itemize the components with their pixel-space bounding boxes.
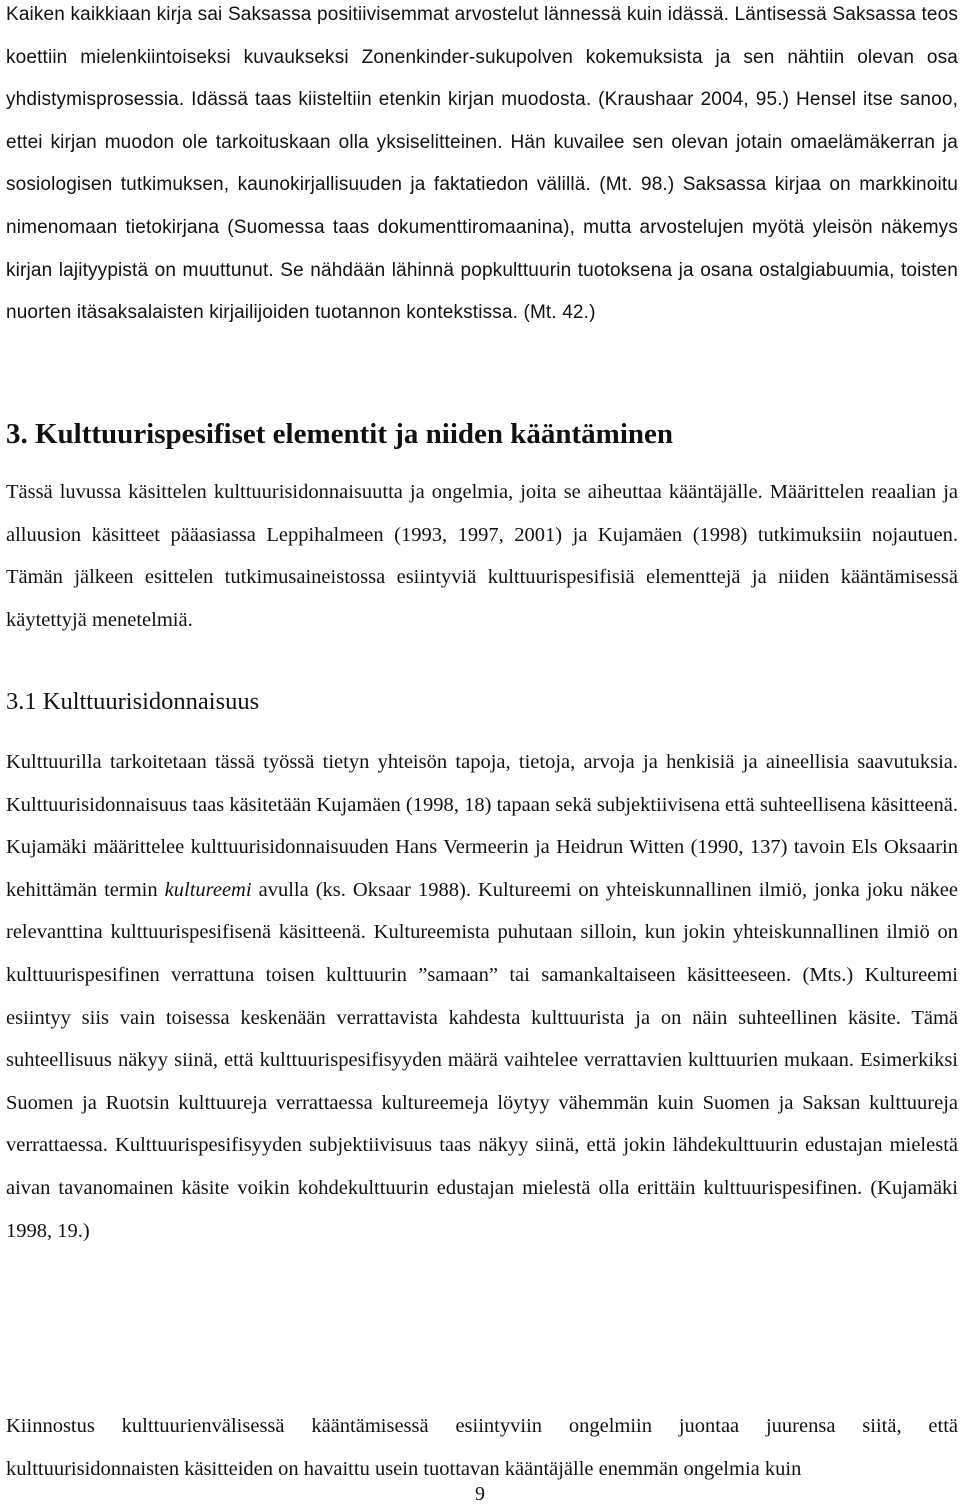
section-3-1-heading: 3.1 Kulttuurisidonnaisuus bbox=[6, 688, 260, 715]
section-3-1-paragraph-part-2: avulla (ks. Oksaar 1988). Kultureemi on yhteiskunnallinen ilmiö, jonka joku näkee relevanttina kulttuurispesifisenä käsitteenä. Kultureemista puhutaan silloin, kun jokin yhteiskunnallinen ilmiö on kulttuurispesifinen verrattuna toisen kulttuurin ”samaan” tai samankaltaiseen käsitteeseen. (Mts.) Kultureemi esiintyy siis vain toisessa keskenään verrattavista kahdesta kulttuurista ja on näin suhteellinen käsite. Tämä suhteellisuus näkyy siinä, että kulttuurispesifisyyden määrä vaihtelee verrattavien kulttuurien mukaan. Esimerkiksi Suomen ja Ruotsin kulttuureja verrattaessa kultureemeja löytyy vähemmän kuin Suomen ja Saksan kulttuureja verrattaessa. Kulttuurispesifisyyden subjektiivisuus taas näkyy siinä, että jokin lähdekulttuurin edustajan mielestä aivan tavanomainen käsite voikin kohdekulttuurin edustajan mielestä olla erittäin kulttuurispesifinen. (Kujamäki 1998, 19.) bbox=[6, 878, 958, 1242]
section-3-heading: 3. Kulttuurispesifiset elementit ja niiden kääntäminen bbox=[6, 418, 674, 450]
term-kultureemi: kultureemi bbox=[164, 878, 252, 901]
document-page bbox=[6, 0, 958, 1509]
section-3-1-paragraph-2: Kiinnostus kulttuurienvälisessä kääntämisessä esiintyviin ongelmiin juontaa juurensa siitä, että kulttuurisidonnaisten käsitteiden on havaittu usein tuottavan kääntäjälle enemmän ongelmia kuin bbox=[6, 1415, 958, 1480]
section-3-1-paragraph bbox=[6, 741, 958, 1252]
page-number: 9 bbox=[475, 1483, 485, 1505]
intro-paragraph: Kaiken kaikkiaan kirja sai Saksassa positiivisemmat arvostelut lännessä kuin idässä. Läntisessä Saksassa teos koettiin mielenkiintoiseksi kuvaukseksi Zonenkinder-sukupolven kokemuksista ja sen nähtiin olevan osa yhdistymisprosessia. Idässä taas kiisteltiin etenkin kirjan muodosta. (Kraushaar 2004, 95.) Hensel itse sanoo, ettei kirjan muodon ole tarkoituskaan olla yksiselitteinen. Hän kuvailee sen olevan jotain omaelämäkerran ja sosiologisen tutkimuksen, kaunokirjallisuuden ja faktatiedon välillä. (Mt. 98.) Saksassa kirjaa on markkinoitu nimenomaan tietokirjana (Suomessa taas dokumenttiromaanina), mutta arvostelujen myötä yleisön näkemys kirjan lajityypistä on muuttunut. Se nähdään lähinnä popkulttuurin tuotoksena ja osana ostalgiabuumia, toisten nuorten itäsaksalaisten kirjailijoiden tuotannon kontekstissa. (Mt. 42.) bbox=[6, 4, 958, 324]
section-3-1-paragraph-part-1: Kulttuurilla tarkoitetaan tässä työssä tietyn yhteisön tapoja, tietoja, arvoja ja henkisiä ja aineellisia saavutuksia. Kulttuurisidonnaisuus taas käsitetään Kujamäen (1998, 18) tapaan sekä subjektiivisena että suhteellisena käsitteenä. Kujamäki määrittelee kulttuurisidonnaisuuden Hans Vermeerin ja Heidrun Witten (1990, 137) tavoin Els Oksaarin kehittämän termin bbox=[6, 751, 958, 901]
section-3-paragraph: Tässä luvussa käsittelen kulttuurisidonnaisuutta ja ongelmia, joita se aiheuttaa kääntäjälle. Määrittelen reaalian ja alluusion käsitteet pääasiassa Leppihalmeen (1993, 1997, 2001) ja Kujamäen (1998) tutkimuksiin nojautuen. Tämän jälkeen esittelen tutkimusaineistossa esiintyviä kulttuurispesifisiä elementtejä ja niiden kääntämisessä käytettyjä menetelmiä. bbox=[6, 481, 958, 631]
